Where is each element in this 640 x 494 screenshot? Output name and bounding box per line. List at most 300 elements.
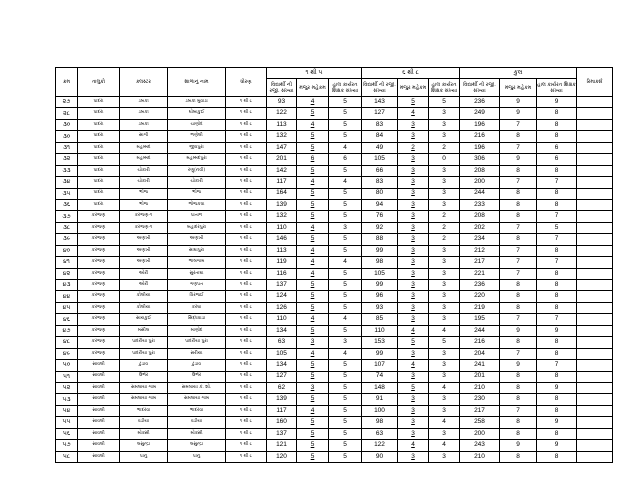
students-6-8-cell: 105 [362, 154, 398, 165]
sanctioned-total-cell: 7 [500, 348, 537, 359]
remarks-cell [577, 417, 613, 428]
serial-cell: ૩૧ [56, 142, 78, 153]
working-total-cell: 7 [537, 177, 577, 188]
students-6-8-cell: 85 [362, 314, 398, 325]
working-total-cell: 7 [537, 360, 577, 371]
standard-cell: ૧ થી ૮ [226, 394, 267, 405]
sanctioned-total-cell: 8 [500, 394, 537, 405]
table-row [56, 291, 613, 302]
serial-cell: ૫૦ [56, 360, 78, 371]
header-standard: ધોરણ [226, 68, 267, 97]
working-1-5-cell: 5 [329, 234, 362, 245]
students-total-cell: 196 [460, 119, 500, 130]
sanctioned-1-5-cell: 4 [297, 405, 329, 416]
table-row [56, 154, 613, 165]
school-cell: ઘોબાકુઈ [168, 108, 226, 119]
students-6-8-cell: 83 [362, 177, 398, 188]
header-working-total: હાલ કાર્યરત શિક્ષક સંખ્યા [537, 79, 577, 97]
working-6-8-cell: 3 [429, 245, 460, 256]
working-total-cell: 8 [537, 428, 577, 439]
cluster-cell: ચોકારી [120, 165, 168, 176]
students-total-cell: 241 [460, 360, 500, 371]
sanctioned-6-8-cell: 3 [398, 211, 429, 222]
working-1-5-cell: 5 [329, 325, 362, 336]
sanctioned-6-8-cell: 4 [398, 108, 429, 119]
serial-cell: ૩૯ [56, 234, 78, 245]
students-1-5-cell: 126 [267, 302, 297, 313]
remarks-cell [577, 177, 613, 188]
students-total-cell: 200 [460, 177, 500, 188]
cluster-cell: કરજણ-૧ [120, 222, 168, 233]
cluster-cell: અણખી [120, 257, 168, 268]
cluster-cell: ડબકા [120, 97, 168, 108]
students-total-cell: 244 [460, 325, 500, 336]
sanctioned-1-5-cell: 6 [297, 154, 329, 165]
working-1-5-cell: 5 [329, 440, 362, 451]
students-1-5-cell: 105 [267, 348, 297, 359]
working-1-5-cell: 4 [329, 348, 362, 359]
standard-cell: ૧ થી ૮ [226, 291, 267, 302]
students-1-5-cell: 63 [267, 337, 297, 348]
table-row [56, 268, 613, 279]
remarks-cell [577, 154, 613, 165]
remarks-cell [577, 394, 613, 405]
header-group-6-8: ૬ થી ૮ [362, 68, 460, 79]
school-cell: માણોદ [168, 325, 226, 336]
students-1-5-cell: 134 [267, 360, 297, 371]
students-6-8-cell: 99 [362, 348, 398, 359]
working-1-5-cell: 5 [329, 108, 362, 119]
cluster-cell: પાદરીયા પુરા [120, 348, 168, 359]
working-total-cell: 8 [537, 371, 577, 382]
school-cell: ભોજ [168, 188, 226, 199]
sanctioned-1-5-cell: 4 [297, 348, 329, 359]
working-1-5-cell: 4 [329, 314, 362, 325]
remarks-cell [577, 131, 613, 142]
standard-cell: ૧ થી ૮ [226, 234, 267, 245]
students-1-5-cell: 201 [267, 154, 297, 165]
sanctioned-1-5-cell: 3 [297, 337, 329, 348]
sanctioned-6-8-cell: 3 [398, 302, 429, 313]
working-1-5-cell: 5 [329, 451, 362, 462]
students-6-8-cell: 99 [362, 280, 398, 291]
working-6-8-cell: 3 [429, 280, 460, 291]
sanctioned-6-8-cell: 3 [398, 245, 429, 256]
sanctioned-1-5-cell: 4 [297, 314, 329, 325]
working-total-cell: 8 [537, 348, 577, 359]
cluster-cell: ઓરી [120, 280, 168, 291]
sanctioned-6-8-cell: 5 [398, 97, 429, 108]
students-1-5-cell: 122 [267, 108, 297, 119]
students-1-5-cell: 119 [267, 257, 297, 268]
serial-cell: ૫૮ [56, 451, 78, 462]
sanctioned-total-cell: 8 [500, 131, 537, 142]
students-total-cell: 244 [460, 188, 500, 199]
students-6-8-cell: 122 [362, 440, 398, 451]
working-1-5-cell: 3 [329, 337, 362, 348]
serial-cell: ૩૮ [56, 222, 78, 233]
sanctioned-total-cell: 8 [500, 371, 537, 382]
sanctioned-1-5-cell: 5 [297, 440, 329, 451]
sanctioned-1-5-cell: 5 [297, 428, 329, 439]
school-cell: ઉભેર [168, 371, 226, 382]
working-1-5-cell: 5 [329, 131, 362, 142]
students-1-5-cell: 124 [267, 291, 297, 302]
students-6-8-cell: 105 [362, 268, 398, 279]
sanctioned-total-cell: 9 [500, 154, 537, 165]
students-1-5-cell: 113 [267, 245, 297, 256]
header-working-6-8: હાલ કાર્યરત શિક્ષક સંખ્યા [429, 79, 460, 97]
serial-cell: ૪૮ [56, 337, 78, 348]
school-cell: સુરતાઘા [168, 268, 226, 279]
school-cell: વિરજઈ [168, 291, 226, 302]
students-6-8-cell: 92 [362, 222, 398, 233]
students-6-8-cell: 127 [362, 108, 398, 119]
serial-cell: ૩૫ [56, 188, 78, 199]
sanctioned-6-8-cell: 3 [398, 119, 429, 130]
school-cell: સમલાયા કં. શો. [168, 382, 226, 393]
working-total-cell: 8 [537, 199, 577, 210]
standard-cell: ૧ થી ૮ [226, 440, 267, 451]
taluka-cell: સાવલી [78, 451, 120, 462]
working-1-5-cell: 5 [329, 280, 362, 291]
working-total-cell: 8 [537, 108, 577, 119]
sanctioned-1-5-cell: 5 [297, 165, 329, 176]
sanctioned-6-8-cell: 3 [398, 268, 429, 279]
header-sanctioned-6-8: મંજુર મહેકમ [398, 79, 429, 97]
sanctioned-1-5-cell: 5 [297, 108, 329, 119]
cluster-cell: કોલીયા [120, 291, 168, 302]
school-cell: સરીયા [168, 348, 226, 359]
remarks-cell [577, 360, 613, 371]
students-total-cell: 243 [460, 440, 500, 451]
working-total-cell: 7 [537, 211, 577, 222]
working-total-cell: 8 [537, 291, 577, 302]
sanctioned-6-8-cell: 3 [398, 131, 429, 142]
working-6-8-cell: 3 [429, 131, 460, 142]
sanctioned-6-8-cell: 3 [398, 371, 429, 382]
sanctioned-1-5-cell: 4 [297, 245, 329, 256]
sanctioned-6-8-cell: 3 [398, 177, 429, 188]
sanctioned-6-8-cell: 3 [398, 165, 429, 176]
students-total-cell: 233 [460, 199, 500, 210]
sanctioned-1-5-cell: 4 [297, 257, 329, 268]
students-total-cell: 216 [460, 337, 500, 348]
taluka-cell: સાવલી [78, 405, 120, 416]
sanctioned-1-5-cell: 4 [297, 119, 329, 130]
sanctioned-6-8-cell: 2 [398, 142, 429, 153]
sanctioned-6-8-cell: 3 [398, 428, 429, 439]
students-total-cell: 212 [460, 245, 500, 256]
sanctioned-6-8-cell: 3 [398, 291, 429, 302]
remarks-cell [577, 257, 613, 268]
working-1-5-cell: 5 [329, 268, 362, 279]
working-1-5-cell: 5 [329, 119, 362, 130]
students-total-cell: 234 [460, 234, 500, 245]
taluka-cell: કરજણ [78, 234, 120, 245]
serial-cell: ૫૧ [56, 371, 78, 382]
students-6-8-cell: 76 [362, 211, 398, 222]
sanctioned-total-cell: 8 [500, 188, 537, 199]
header-cluster: ક્લસ્ટર [120, 68, 168, 97]
sanctioned-1-5-cell: 5 [297, 394, 329, 405]
sanctioned-1-5-cell: 5 [297, 451, 329, 462]
standard-cell: ૧ થી ૮ [226, 108, 267, 119]
students-total-cell: 236 [460, 97, 500, 108]
working-1-5-cell: 4 [329, 257, 362, 268]
students-6-8-cell: 153 [362, 337, 398, 348]
students-1-5-cell: 132 [267, 131, 297, 142]
working-1-5-cell: 5 [329, 394, 362, 405]
students-1-5-cell: 120 [267, 451, 297, 462]
taluka-cell: પાદરા [78, 165, 120, 176]
school-cell: ભણેલી [168, 131, 226, 142]
cluster-cell: મહમ્મદ [120, 154, 168, 165]
working-total-cell: 7 [537, 257, 577, 268]
sanctioned-total-cell: 7 [500, 119, 537, 130]
taluka-cell: સાવલી [78, 360, 120, 371]
standard-cell: ૧ થી ૮ [226, 348, 267, 359]
sanctioned-total-cell: 8 [500, 382, 537, 393]
remarks-cell [577, 428, 613, 439]
school-cell: મોક્સી [168, 428, 226, 439]
students-1-5-cell: 146 [267, 234, 297, 245]
students-total-cell: 249 [460, 108, 500, 119]
header-remarks: રિમાર્ક્સ [577, 68, 613, 97]
cluster-cell: અણખી [120, 234, 168, 245]
working-1-5-cell: 5 [329, 371, 362, 382]
students-1-5-cell: 142 [267, 165, 297, 176]
working-1-5-cell: 4 [329, 142, 362, 153]
working-1-5-cell: 4 [329, 177, 362, 188]
cluster-cell: સાયકુઈ [120, 314, 168, 325]
remarks-cell [577, 211, 613, 222]
serial-cell: ૩૪ [56, 177, 78, 188]
serial-cell: ૫૫ [56, 417, 78, 428]
students-1-5-cell: 164 [267, 188, 297, 199]
header-serial: ક્રમ [56, 68, 78, 97]
taluka-cell: પાદરા [78, 119, 120, 130]
sanctioned-total-cell: 8 [500, 428, 537, 439]
working-6-8-cell: 3 [429, 360, 460, 371]
sanctioned-1-5-cell: 5 [297, 302, 329, 313]
school-cell: કરંઘા [168, 302, 226, 313]
header-taluka: તાલુકો [78, 68, 120, 97]
cluster-cell: અણખી [120, 245, 168, 256]
school-cell: પાદરીયા પુરા [168, 337, 226, 348]
working-6-8-cell: 3 [429, 371, 460, 382]
table-row [56, 199, 613, 210]
school-cell: બહાદરપુરા [168, 222, 226, 233]
working-1-5-cell: 5 [329, 417, 362, 428]
students-total-cell: 208 [460, 211, 500, 222]
sanctioned-1-5-cell: 5 [297, 280, 329, 291]
sanctioned-1-5-cell: 4 [297, 177, 329, 188]
school-cell: પાતાળ [168, 211, 226, 222]
working-total-cell: 9 [537, 325, 577, 336]
remarks-cell [577, 382, 613, 393]
sanctioned-total-cell: 8 [500, 199, 537, 210]
sanctioned-total-cell: 9 [500, 97, 537, 108]
students-6-8-cell: 93 [362, 302, 398, 313]
students-6-8-cell: 91 [362, 394, 398, 405]
table-row [56, 211, 613, 222]
taluka-cell: સાવલી [78, 371, 120, 382]
standard-cell: ૧ થી ૮ [226, 199, 267, 210]
table-row [56, 314, 613, 325]
working-6-8-cell: 2 [429, 222, 460, 233]
header-working-1-5: હાલ કાર્યરત શિક્ષક સંખ્યા [329, 79, 362, 97]
sanctioned-6-8-cell: 3 [398, 417, 429, 428]
working-1-5-cell: 5 [329, 199, 362, 210]
sanctioned-1-5-cell: 5 [297, 188, 329, 199]
header-students-1-5: વિદ્યાર્થી ની રજી. સંખ્યા [267, 79, 297, 97]
working-6-8-cell: 3 [429, 405, 460, 416]
cluster-cell: મસીલ [120, 325, 168, 336]
sanctioned-6-8-cell: 3 [398, 314, 429, 325]
remarks-cell [577, 440, 613, 451]
working-total-cell: 7 [537, 234, 577, 245]
working-1-5-cell: 5 [329, 97, 362, 108]
sanctioned-1-5-cell: 5 [297, 142, 329, 153]
standard-cell: ૧ થી ૮ [226, 177, 267, 188]
table-row [56, 451, 613, 462]
working-1-5-cell: 5 [329, 165, 362, 176]
taluka-cell: કરજણ [78, 257, 120, 268]
working-1-5-cell: 5 [329, 428, 362, 439]
students-6-8-cell: 107 [362, 360, 398, 371]
table-row [56, 337, 613, 348]
working-1-5-cell: 5 [329, 405, 362, 416]
header-sanctioned-total: મંજુર મહેકમ [500, 79, 537, 97]
table-row [56, 188, 613, 199]
working-total-cell: 5 [537, 222, 577, 233]
students-1-5-cell: 117 [267, 405, 297, 416]
taluka-cell: કરજણ [78, 291, 120, 302]
header-group-total: કુલ [460, 68, 577, 79]
students-6-8-cell: 100 [362, 405, 398, 416]
remarks-cell [577, 268, 613, 279]
working-1-5-cell: 5 [329, 302, 362, 313]
working-6-8-cell: 4 [429, 417, 460, 428]
table-row [56, 222, 613, 233]
serial-cell: ૩૦ [56, 119, 78, 130]
serial-cell: ૪૨ [56, 268, 78, 279]
serial-cell: ૨૮ [56, 108, 78, 119]
students-total-cell: 200 [460, 428, 500, 439]
table-row [56, 325, 613, 336]
sanctioned-6-8-cell: 3 [398, 222, 429, 233]
remarks-cell [577, 348, 613, 359]
working-total-cell: 9 [537, 440, 577, 451]
working-1-5-cell: 5 [329, 211, 362, 222]
students-total-cell: 195 [460, 314, 500, 325]
students-total-cell: 208 [460, 165, 500, 176]
header-sanctioned-1-5: મંજુર મહેકમ [297, 79, 329, 97]
students-total-cell: 306 [460, 154, 500, 165]
working-total-cell: 8 [537, 245, 577, 256]
students-total-cell: 202 [460, 222, 500, 233]
serial-cell: ૪૩ [56, 280, 78, 291]
taluka-cell: કરજણ [78, 325, 120, 336]
sanctioned-total-cell: 8 [500, 337, 537, 348]
standard-cell: ૧ થી ૮ [226, 245, 267, 256]
sanctioned-1-5-cell: 5 [297, 360, 329, 371]
working-total-cell: 8 [537, 337, 577, 348]
cluster-cell: ડબકા [120, 119, 168, 130]
sanctioned-6-8-cell: 3 [398, 199, 429, 210]
working-total-cell: 7 [537, 314, 577, 325]
working-6-8-cell: 0 [429, 154, 460, 165]
standard-cell: ૧ થી ૮ [226, 371, 267, 382]
students-1-5-cell: 137 [267, 280, 297, 291]
students-6-8-cell: 90 [362, 451, 398, 462]
working-total-cell: 8 [537, 131, 577, 142]
school-cell: સિદ્ધવાડા [168, 314, 226, 325]
table-row [56, 360, 613, 371]
students-total-cell: 258 [460, 417, 500, 428]
students-1-5-cell: 147 [267, 142, 297, 153]
standard-cell: ૧ થી ૮ [226, 131, 267, 142]
working-6-8-cell: 5 [429, 337, 460, 348]
working-total-cell: 8 [537, 405, 577, 416]
taluka-cell: પાદરા [78, 188, 120, 199]
cluster-cell: ચોકારી [120, 177, 168, 188]
working-6-8-cell: 3 [429, 291, 460, 302]
standard-cell: ૧ થી ૮ [226, 428, 267, 439]
working-6-8-cell: 3 [429, 268, 460, 279]
students-1-5-cell: 132 [267, 211, 297, 222]
taluka-cell: કરજણ [78, 245, 120, 256]
sanctioned-1-5-cell: 4 [297, 97, 329, 108]
working-total-cell: 8 [537, 394, 577, 405]
serial-cell: ૫૭ [56, 440, 78, 451]
working-total-cell: 8 [537, 268, 577, 279]
working-6-8-cell: 2 [429, 142, 460, 153]
serial-cell: ૩૬ [56, 199, 78, 210]
students-6-8-cell: 80 [362, 188, 398, 199]
school-cell: સમલાયા ગામ [168, 394, 226, 405]
school-cell: રણુ(નવી) [168, 165, 226, 176]
sanctioned-6-8-cell: 3 [398, 154, 429, 165]
cluster-cell: સમલાયા ગામ [120, 394, 168, 405]
working-total-cell: 8 [537, 451, 577, 462]
serial-cell: ૫૪ [56, 405, 78, 416]
working-1-5-cell: 5 [329, 382, 362, 393]
working-total-cell: 8 [537, 119, 577, 130]
remarks-cell [577, 405, 613, 416]
serial-cell: ૪૦ [56, 245, 78, 256]
standard-cell: ૧ થી ૮ [226, 211, 267, 222]
sanctioned-6-8-cell: 3 [398, 280, 429, 291]
sanctioned-1-5-cell: 5 [297, 417, 329, 428]
working-total-cell: 8 [537, 302, 577, 313]
taluka-cell: કરજણ [78, 268, 120, 279]
remarks-cell [577, 165, 613, 176]
school-cell: મહમ્મદપુરા [168, 154, 226, 165]
standard-cell: ૧ થી ૮ [226, 451, 267, 462]
working-6-8-cell: 3 [429, 257, 460, 268]
students-1-5-cell: 117 [267, 177, 297, 188]
working-6-8-cell: 2 [429, 234, 460, 245]
taluka-cell: સાવલી [78, 382, 120, 393]
students-6-8-cell: 110 [362, 325, 398, 336]
working-total-cell: 6 [537, 154, 577, 165]
standard-cell: ૧ થી ૮ [226, 325, 267, 336]
serial-cell: ૪૬ [56, 314, 78, 325]
header-students-6-8: વિદ્યાર્થી ની રજી. સંખ્યા [362, 79, 398, 97]
sanctioned-total-cell: 8 [500, 234, 537, 245]
